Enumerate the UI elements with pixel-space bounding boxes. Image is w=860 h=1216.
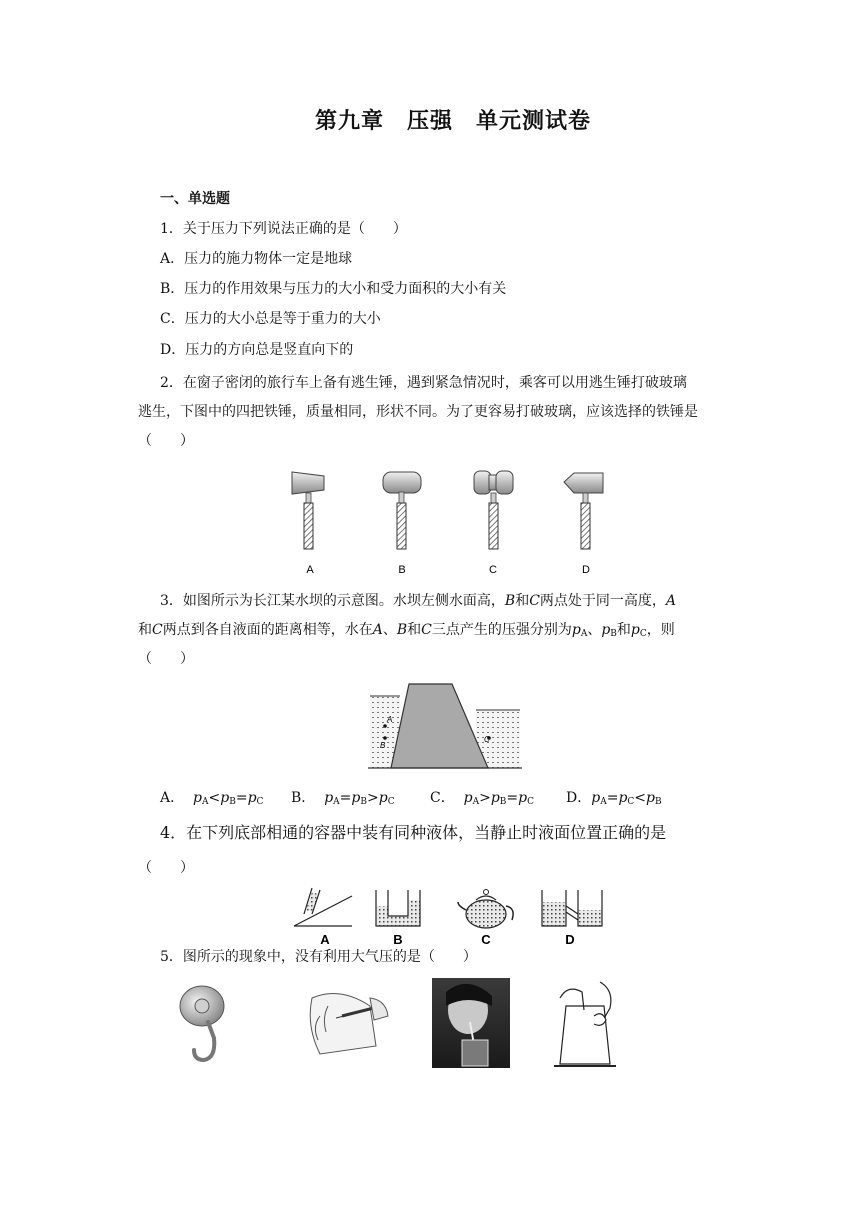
container-a-icon [294,888,352,926]
container-c-teapot-icon [458,890,513,929]
suction-hook-icon [180,986,224,1060]
hammer-c-icon [474,471,513,549]
syringe-injection-icon [310,994,388,1055]
section-heading-single-choice: 一、单选题 [160,191,230,207]
container-b-icon [376,890,420,926]
page-title: 第九章 压强 单元测试卷 [314,108,591,134]
q2-figure-label-a: A [306,564,314,576]
q3-stem-line1: 3．如图所示为长江某水坝的示意图。水坝左侧水面高，B和C两点处于同一高度，A [160,593,677,609]
q3-figure-label-b: B [380,741,386,750]
q3-dam-figure [366,680,522,774]
hammer-d-icon [564,473,603,549]
q2-stem-line2: 逃生，下图中的四把铁锤，质量相同，形状不同。为了更容易打破玻璃，应该选择的铁锤是 [138,404,698,420]
container-d-icon [542,890,602,926]
q3-option-d: D．$p_A=p_C<p_B$ [566,790,662,807]
q2-figure-label-d: D [582,564,590,576]
q4-figure-label-c: C [481,932,491,947]
q3-stem-line3: （ ） [138,651,194,667]
q3-option-c: C． $p_A>p_B=p_C$ [430,790,535,807]
q4-container-figure [290,880,610,948]
drinking-straw-photo [432,978,510,1068]
hammer-b-icon [383,472,421,549]
inverted-cup-card-icon [554,982,616,1066]
q4-figure-label-b: B [393,932,403,947]
q2-stem-line3: （ ） [138,433,194,449]
q2-figure-label-b: B [398,564,406,576]
q4-figure-label-a: A [320,932,330,947]
q2-hammer-figure [280,460,620,580]
q3-option-b: B． $p_A=p_B>p_C$ [291,790,395,807]
q1-option-d: D．压力的方向总是竖直向下的 [160,342,354,358]
q3-stem-line2: 和C两点到各自液面的距离相等，水在A、B和C三点产生的压强分别为$p_A$、$p_B$和$p_C$，则 [138,622,675,639]
q1-stem: 1．关于压力下列说法正确的是（ ） [160,221,407,237]
q1-option-a: A．压力的施力物体一定是地球 [160,251,353,267]
hammer-a-icon [292,472,324,549]
q1-option-b: B．压力的作用效果与压力的大小和受力面积的大小有关 [160,281,507,297]
q3-figure-label-c: C [484,735,490,744]
q2-stem-line1: 2．在窗子密闭的旅行车上备有逃生锤，遇到紧急情况时，乘客可以用逃生锤打破玻璃 [160,375,687,391]
q1-option-c: C．压力的大小总是等于重力的大小 [160,311,381,327]
q5-stem: 5．图所示的现象中，没有利用大气压的是（ ） [160,949,477,965]
q2-figure-label-c: C [489,564,497,576]
q5-figures [170,976,630,1076]
q4-stem-line1: 4．在下列底部相通的容器中装有同种液体，当静止时液面位置正确的是 [160,823,667,842]
q3-figure-label-a: A [387,715,393,724]
q4-stem-line2: （ ） [138,860,194,876]
q4-figure-label-d: D [565,932,575,947]
q3-option-a: A． $p_A<p_B=p_C$ [160,790,264,807]
